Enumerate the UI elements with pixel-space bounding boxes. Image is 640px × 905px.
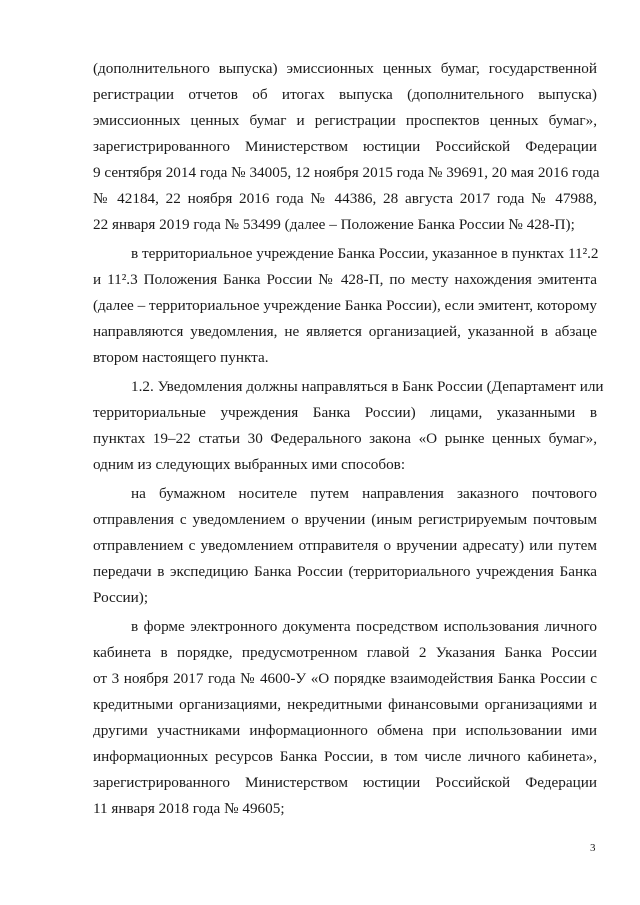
text-line: (дополнительного выпуска) эмиссионных ценных бумаг, государственной xyxy=(93,60,597,77)
text-line: передачи в экспедицию Банка России (территориального учреждения Банка xyxy=(93,563,597,580)
text-line: отправления с уведомлением о вручении (иным регистрируемым почтовым xyxy=(93,511,597,528)
text-line: в форме электронного документа посредством использования личного xyxy=(131,618,597,635)
text-line: 11 января 2018 года № 49605; xyxy=(93,800,285,817)
text-line: втором настоящего пункта. xyxy=(93,349,269,366)
text-line: 1.2. Уведомления должны направляться в Банк России (Департамент или xyxy=(131,378,604,395)
text-line: в территориальное учреждение Банка России, указанное в пунктах 11².2 xyxy=(131,245,599,262)
text-line: направляются уведомления, не является организацией, указанной в абзаце xyxy=(93,323,597,340)
text-line: 22 января 2019 года № 53499 (далее – Положение Банка России № 428-П); xyxy=(93,216,575,233)
text-line: 9 сентября 2014 года № 34005, 12 ноября 2015 года № 39691, 20 мая 2016 года xyxy=(93,164,600,181)
text-line: пунктах 19–22 статьи 30 Федерального закона «О рынке ценных бумаг», xyxy=(93,430,597,447)
text-line: информационных ресурсов Банка России, в том числе личного кабинета», xyxy=(93,748,597,765)
text-line: на бумажном носителе путем направления заказного почтового xyxy=(131,485,597,502)
text-line: (далее – территориальное учреждение Банка России), если эмитент, которому xyxy=(93,297,597,314)
text-line: и 11².3 Положения Банка России № 428-П, по месту нахождения эмитента xyxy=(93,271,597,288)
text-line: территориальные учреждения Банка России) лицами, указанными в xyxy=(93,404,597,421)
text-line: России); xyxy=(93,589,149,606)
text-line: одним из следующих выбранных ими способов: xyxy=(93,456,406,473)
text-line: регистрации отчетов об итогах выпуска (дополнительного выпуска) xyxy=(93,86,597,103)
text-line: эмиссионных ценных бумаг и регистрации проспектов ценных бумаг», xyxy=(93,112,597,129)
text-line: кредитными организациями, некредитными финансовыми организациями и xyxy=(93,696,597,713)
text-line: зарегистрированного Министерством юстиции Российской Федерации xyxy=(93,138,597,155)
text-line: зарегистрированного Министерством юстиции Российской Федерации xyxy=(93,774,597,791)
text-line: № 42184, 22 ноября 2016 года № 44386, 28 августа 2017 года № 47988, xyxy=(93,190,597,207)
text-line: от 3 ноября 2017 года № 4600-У «О порядке взаимодействия Банка России с xyxy=(93,670,597,687)
text-line: отправлением с уведомлением отправителя о вручении адресату) или путем xyxy=(93,537,597,554)
text-line: другими участниками информационного обмена при использовании ими xyxy=(93,722,597,739)
page-number: 3 xyxy=(590,842,596,854)
text-line: кабинета в порядке, предусмотренном главой 2 Указания Банка России xyxy=(93,644,597,661)
